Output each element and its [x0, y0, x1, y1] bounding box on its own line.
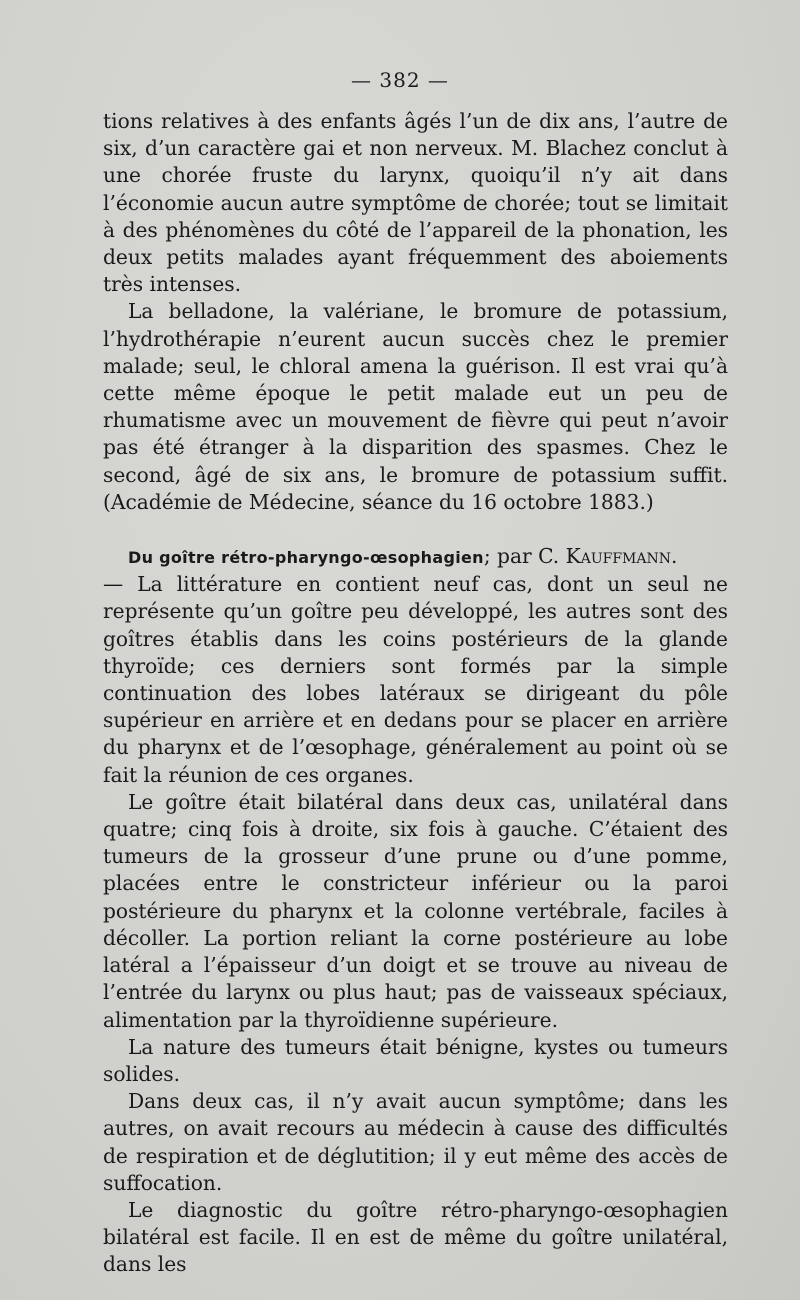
paragraph: — La littérature en contient neuf cas, dont un seul ne représente qu’un goître peu développé, les autres sont des goîtres établis dans les coins postérieurs de la glande thyroïde; ces derniers sont formés par la simple continuation des lobes latéraux se dirigeant du pôle supérieur en arrière et en dedans pour se placer en arrière du pharynx et de l’œsophage, généralement au point où se fait la réunion de ces organes. — [103, 572, 728, 787]
page-number: — 382 — — [351, 68, 449, 92]
article-byline-end: . — [671, 544, 678, 569]
article-author: Kauffmann — [565, 544, 672, 569]
article-byline-prefix: ; par C. — [483, 544, 566, 569]
article-title: Du goître rétro-pharyngo-œsophagien — [128, 548, 484, 568]
paragraph: Dans deux cas, il n’y avait aucun symptôme; dans les autres, on avait recours au médecin à cause des difficultés de respiration et de déglutition; il y eut même des accès de suffocation. — [103, 1089, 728, 1195]
paragraph: La nature des tumeurs était bénigne, kystes ou tumeurs solides. — [103, 1034, 728, 1086]
body-text — [103, 108, 728, 1279]
article-heading-line — [103, 543, 728, 571]
paragraph: Le goître était bilatéral dans deux cas, unilatéral dans quatre; cinq fois à droite, six fois à gauche. C’étaient des tumeurs de la grosseur d’une prune ou d’une pomme, placées entre le constricteur inférieur ou la paroi postérieure du pharynx et la colonne vertébrale, faciles à décoller. La portion reliant la corne postérieure au lobe latéral a l’épaisseur d’un doigt et se trouve au niveau de l’entrée du larynx ou plus haut; pas de vaisseaux spéciaux, alimentation par la thyroïdienne supérieure. — [103, 789, 728, 1032]
paragraph: tions relatives à des enfants âgés l’un de dix ans, l’autre de six, d’un caractère gai et non nerveux. M. Blachez conclut à une chorée fruste du larynx, quoiqu’il n’y ait dans l’économie aucun autre symptôme de chorée; tout se limitait à des phénomènes du côté de l’appareil de la phonation, les deux petits malades ayant fréquemment des aboiements très intenses. — [103, 109, 728, 297]
paragraph: La belladone, la valériane, le bromure de potassium, l’hydrothérapie n’eurent aucun succès chez le premier malade; seul, le chloral amena la guérison. Il est vrai qu’à cette même époque le petit malade eut un peu de rhumatisme avec un mouvement de fièvre qui peut n’avoir pas été étranger à la disparition des spasmes. Chez le second, âgé de six ans, le bromure de potassium suffit. (Académie de Médecine, séance du 16 octobre 1883.) — [103, 299, 728, 514]
paragraph: Le diagnostic du goître rétro-pharyngo-œsophagien bilatéral est facile. Il en est de même du goître unilatéral, dans les — [103, 1197, 728, 1277]
